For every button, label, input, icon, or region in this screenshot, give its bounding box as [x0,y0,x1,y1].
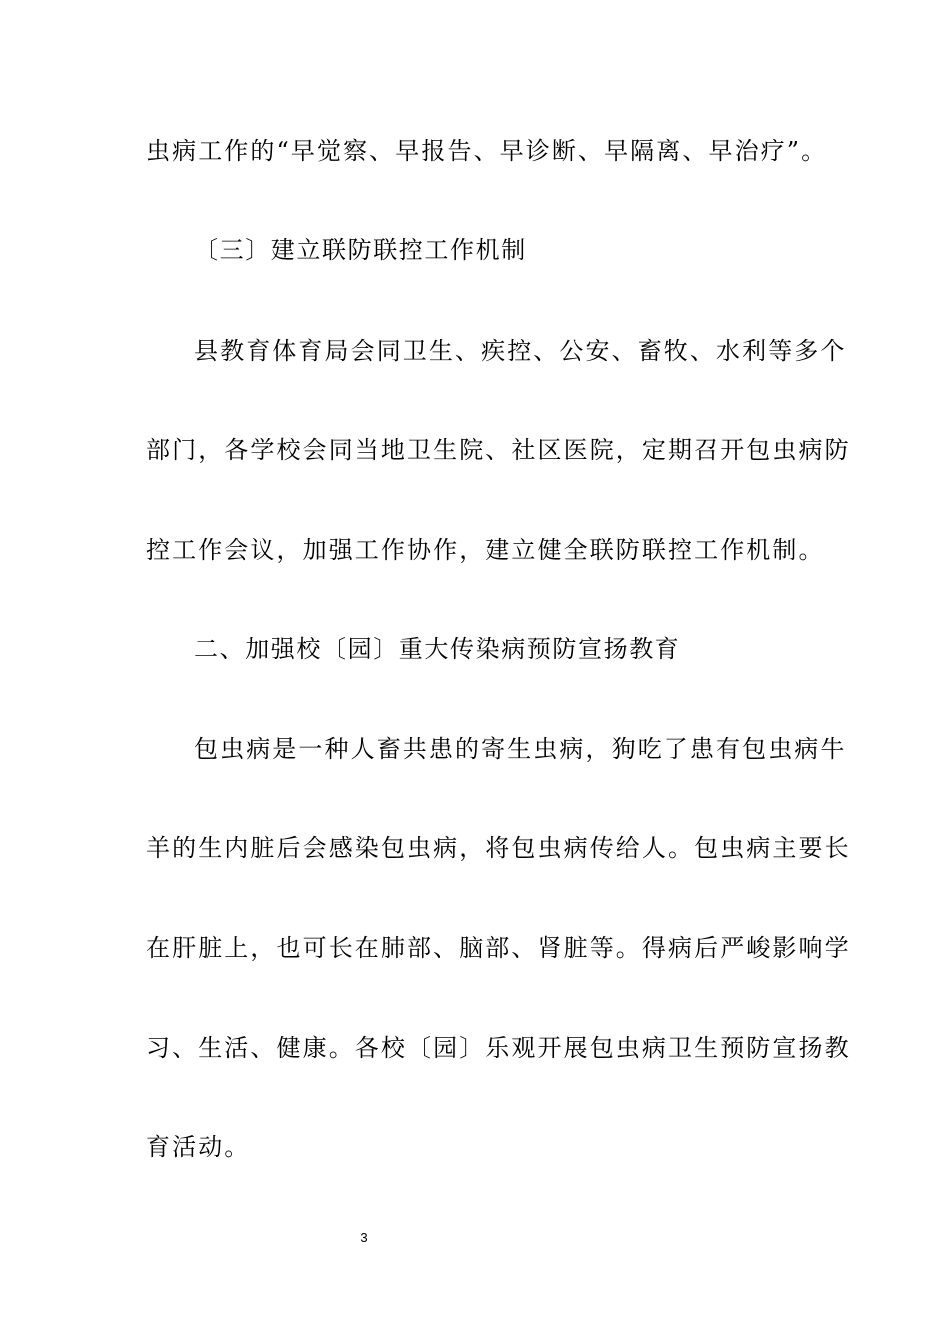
section-heading-three: 〔三〕建立联防联控工作机制 [194,236,527,264]
section-heading-two: 二、加强校〔园〕重大传染病预防宣扬教育 [194,635,681,663]
paragraph-line: 习、生活、健康。各校〔园〕乐观开展包虫病卫生预防宣扬教 [146,1034,851,1062]
paragraph-line-continuation: 虫病工作的“早觉察、早报告、早诊断、早隔离、早治疗”。 [146,137,828,165]
paragraph-line: 在肝脏上，也可长在肺部、脑部、肾脏等。得病后严峻影响学 [146,934,851,962]
paragraph-line: 县教育体育局会同卫生、疾控、公安、畜牧、水利等多个 [194,337,847,365]
paragraph-line: 包虫病是一种人畜共患的寄生虫病，狗吃了患有包虫病牛 [194,735,847,763]
paragraph-line: 育活动。 [146,1133,251,1161]
paragraph-line: 控工作会议，加强工作协作，建立健全联防联控工作机制。 [146,536,825,564]
paragraph-line: 羊的生内脏后会感染包虫病，将包虫病传给人。包虫病主要长 [146,834,851,862]
paragraph-line: 部门，各学校会同当地卫生院、社区医院，定期召开包虫病防 [146,436,851,464]
page-number: 3 [360,1230,368,1245]
